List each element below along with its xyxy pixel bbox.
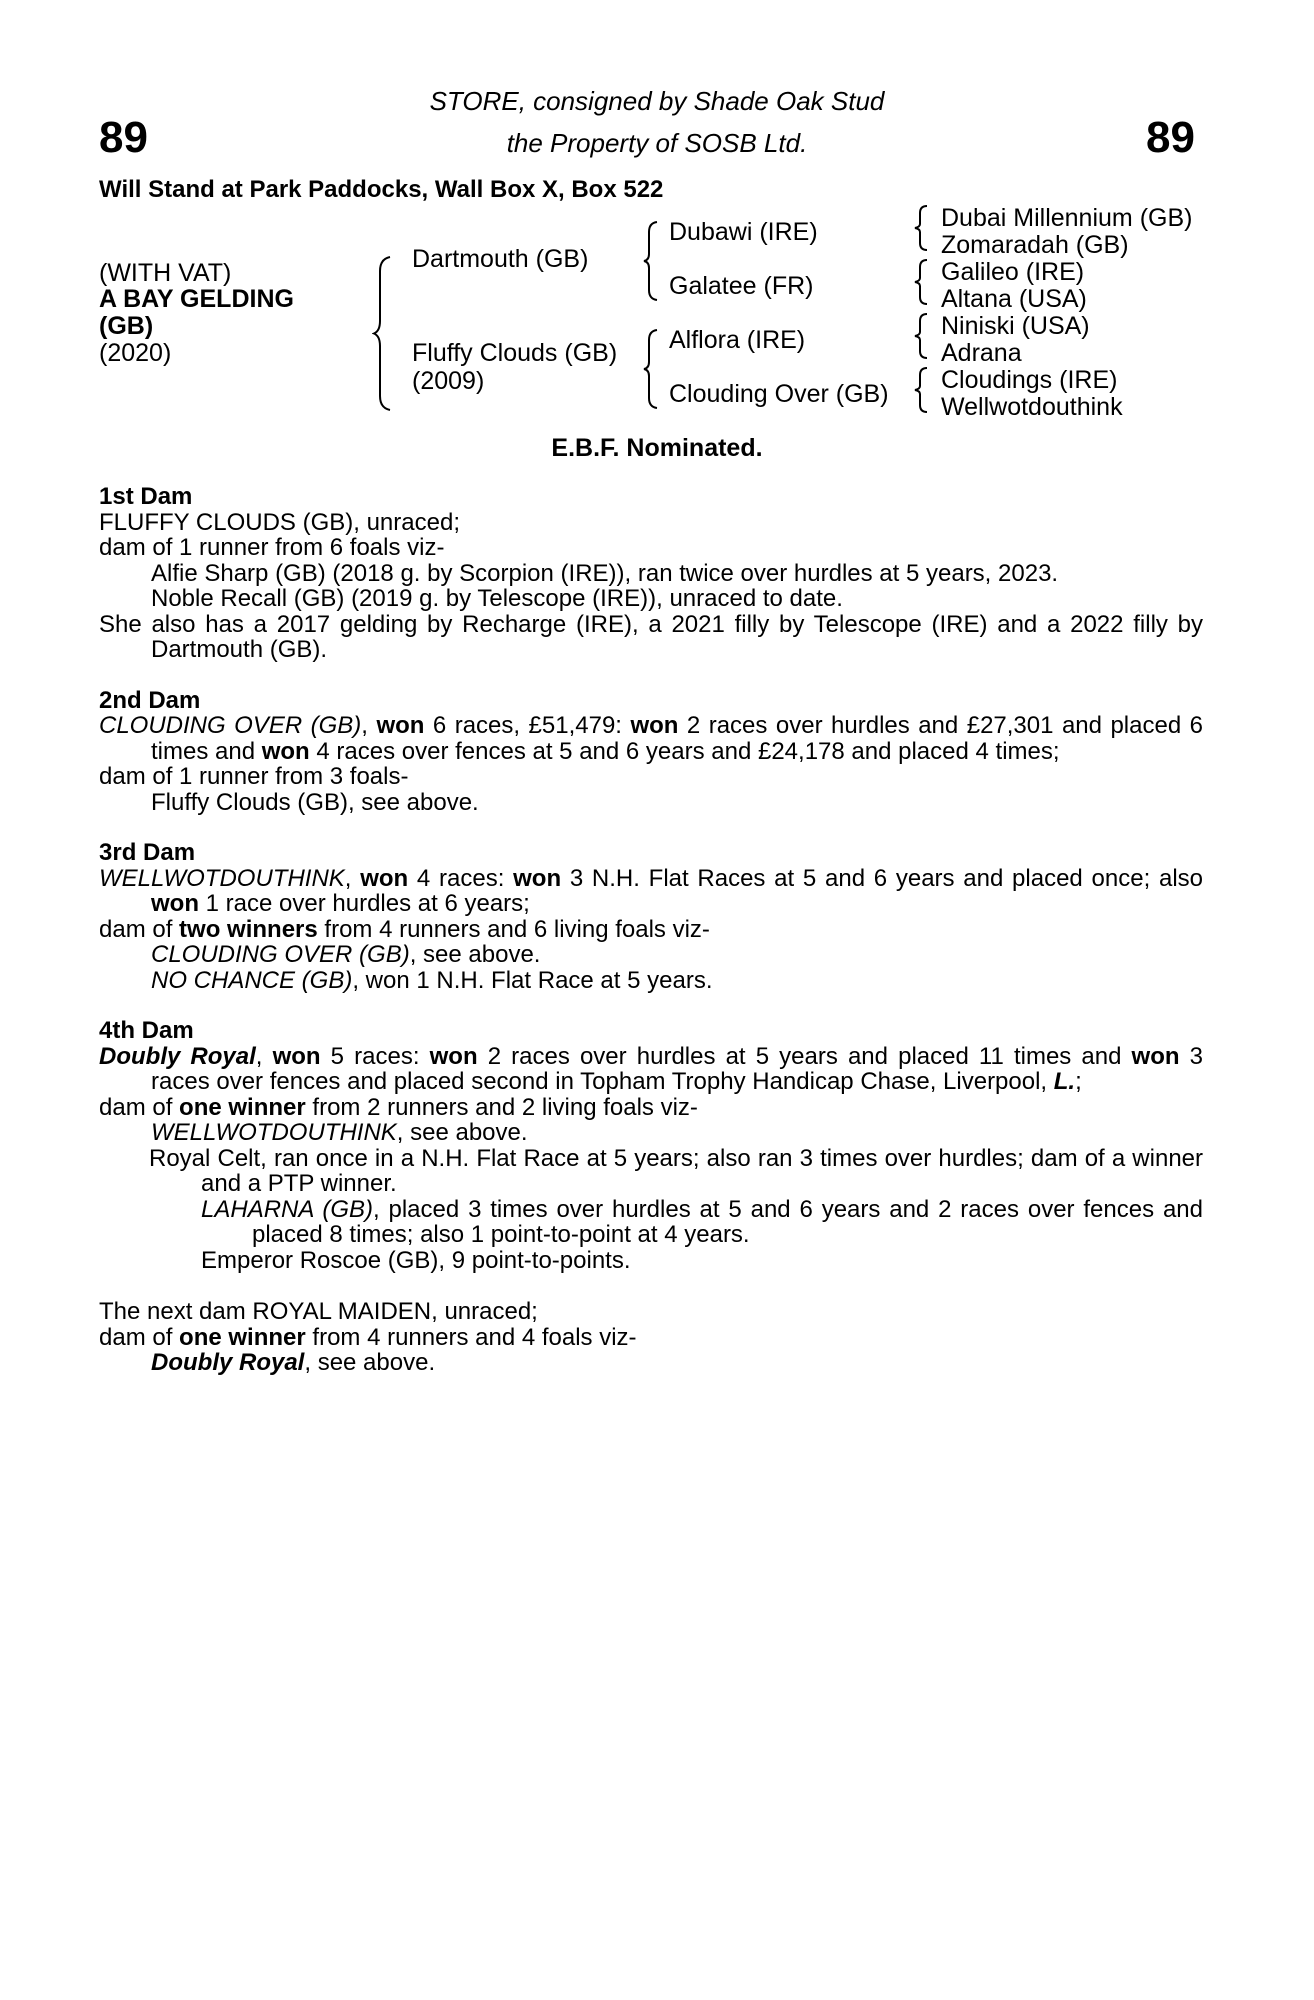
fourth-dam-foal-2: Royal Celt, ran once in a N.H. Flat Race at 5 years; also ran 3 times over hurdles; dam of a winner and a PTP winner. bbox=[149, 1144, 1203, 1197]
second-dam-produce-summary: dam of 1 runner from 3 foals- bbox=[99, 763, 409, 790]
third-dam-foal-1: CLOUDING OVER (GB), see above. bbox=[151, 941, 541, 968]
next-dam-produce-summary: dam of one winner from 4 runners and 4 foals viz- bbox=[99, 1323, 637, 1351]
pedigree-brace-gg3 bbox=[912, 312, 930, 360]
first-dam-section bbox=[99, 484, 1203, 663]
second-dam-section bbox=[99, 688, 1203, 816]
first-dam-foal-2: Noble Recall (GB) (2019 g. by Telescope (IRE)), unraced to date. bbox=[151, 585, 843, 612]
next-dam-section bbox=[99, 1299, 1203, 1376]
first-dam-other-foals: She also has a 2017 gelding by Recharge (IRE), a 2021 filly by Telescope (IRE) and a 2022 filly by Dartmouth (GB). bbox=[99, 610, 1203, 663]
dam-dam: Clouding Over (GB) bbox=[669, 380, 889, 408]
sire-dam: Galatee (FR) bbox=[669, 272, 814, 300]
lot-number-right: 89 bbox=[1146, 113, 1195, 162]
great-grandparent-2: Zomaradah (GB) bbox=[941, 231, 1129, 259]
pedigree-brace-gg4 bbox=[912, 366, 930, 414]
dam-sire: Alflora (IRE) bbox=[669, 326, 806, 354]
sire: Dartmouth (GB) bbox=[412, 245, 589, 273]
family-details bbox=[99, 484, 1203, 1401]
pedigree-brace-dam bbox=[642, 328, 660, 410]
fourth-dam-produce-summary: dam of one winner from 2 runners and 2 living foals viz- bbox=[99, 1093, 698, 1121]
consignor-line: STORE, consigned by Shade Oak Stud bbox=[429, 86, 885, 116]
third-dam-record: WELLWOTDOUTHINK, won 4 races: won 3 N.H. Flat Races at 5 and 6 years and placed once; also won 1 race over hurdles at 6 years; bbox=[99, 864, 1203, 917]
property-line: the Property of SOSB Ltd. bbox=[506, 128, 808, 158]
dam: Fluffy Clouds (GB) bbox=[412, 339, 618, 367]
stand-location: Will Stand at Park Paddocks, Wall Box X, Box 522 bbox=[99, 176, 664, 203]
great-grandparent-6: Adrana bbox=[941, 339, 1022, 367]
third-dam-produce-summary: dam of two winners from 4 runners and 6 living foals viz- bbox=[99, 915, 710, 943]
dam-year: (2009) bbox=[412, 367, 485, 395]
first-dam-foal-1: Alfie Sharp (GB) (2018 g. by Scorpion (IRE)), ran twice over hurdles at 5 years, 2023. bbox=[151, 559, 1059, 587]
great-grandparent-5: Niniski (USA) bbox=[941, 312, 1090, 340]
fourth-dam-foal-1: WELLWOTDOUTHINK, see above. bbox=[151, 1119, 528, 1146]
fourth-dam-section bbox=[99, 1018, 1203, 1273]
horse-origin: (GB) bbox=[99, 312, 154, 340]
fourth-dam-grandfoal-1: LAHARNA (GB), placed 3 times over hurdles at 5 and 6 years and 2 races over fences and placed 8 times; also 1 point-to-point at 4 years. bbox=[201, 1195, 1203, 1248]
lot-number-left: 89 bbox=[99, 113, 148, 162]
great-grandparent-4: Altana (USA) bbox=[941, 285, 1087, 313]
horse-description: A BAY GELDING bbox=[99, 285, 294, 313]
great-grandparent-3: Galileo (IRE) bbox=[941, 258, 1085, 286]
great-grandparent-8: Wellwotdouthink bbox=[941, 393, 1123, 421]
first-dam-produce-summary: dam of 1 runner from 6 foals viz- bbox=[99, 534, 445, 561]
pedigree-brace-gg2 bbox=[912, 258, 930, 306]
second-dam-foal-1: Fluffy Clouds (GB), see above. bbox=[151, 788, 479, 816]
third-dam-section bbox=[99, 840, 1203, 993]
fourth-dam-record: Doubly Royal, won 5 races: won 2 races over hurdles at 5 years and placed 11 times and won 3 races over fences and placed second in Topham Trophy Handicap Chase, Liverpool, L.; bbox=[99, 1042, 1204, 1095]
first-dam-name: FLUFFY CLOUDS (GB), unraced; bbox=[99, 508, 460, 536]
first-dam-heading: 1st Dam bbox=[99, 483, 193, 510]
pedigree-brace-gg1 bbox=[912, 204, 930, 252]
pedigree-brace-main bbox=[372, 255, 394, 412]
fourth-dam-heading: 4th Dam bbox=[99, 1017, 194, 1044]
pedigree-brace-sire bbox=[642, 220, 660, 302]
second-dam-record: CLOUDING OVER (GB), won 6 races, £51,479: won 2 races over hurdles and £27,301 and placed 6 times and won 4 races over fences at 5 and 6 years and £24,178 and placed 4 times; bbox=[99, 712, 1203, 765]
great-grandparent-1: Dubai Millennium (GB) bbox=[941, 204, 1193, 232]
sire-sire: Dubawi (IRE) bbox=[669, 218, 818, 246]
third-dam-heading: 3rd Dam bbox=[99, 839, 196, 866]
next-dam-foal-1: Doubly Royal, see above. bbox=[151, 1349, 436, 1376]
horse-year: (2020) bbox=[99, 339, 172, 367]
vat-note: (WITH VAT) bbox=[99, 259, 232, 287]
great-grandparent-7: Cloudings (IRE) bbox=[941, 366, 1118, 394]
ebf-nominated: E.B.F. Nominated. bbox=[551, 434, 763, 462]
third-dam-foal-2: NO CHANCE (GB), won 1 N.H. Flat Race at 5 years. bbox=[151, 966, 713, 994]
fourth-dam-grandfoal-2: Emperor Roscoe (GB), 9 point-to-points. bbox=[201, 1246, 631, 1274]
second-dam-heading: 2nd Dam bbox=[99, 686, 201, 714]
next-dam-name: The next dam ROYAL MAIDEN, unraced; bbox=[99, 1298, 538, 1325]
